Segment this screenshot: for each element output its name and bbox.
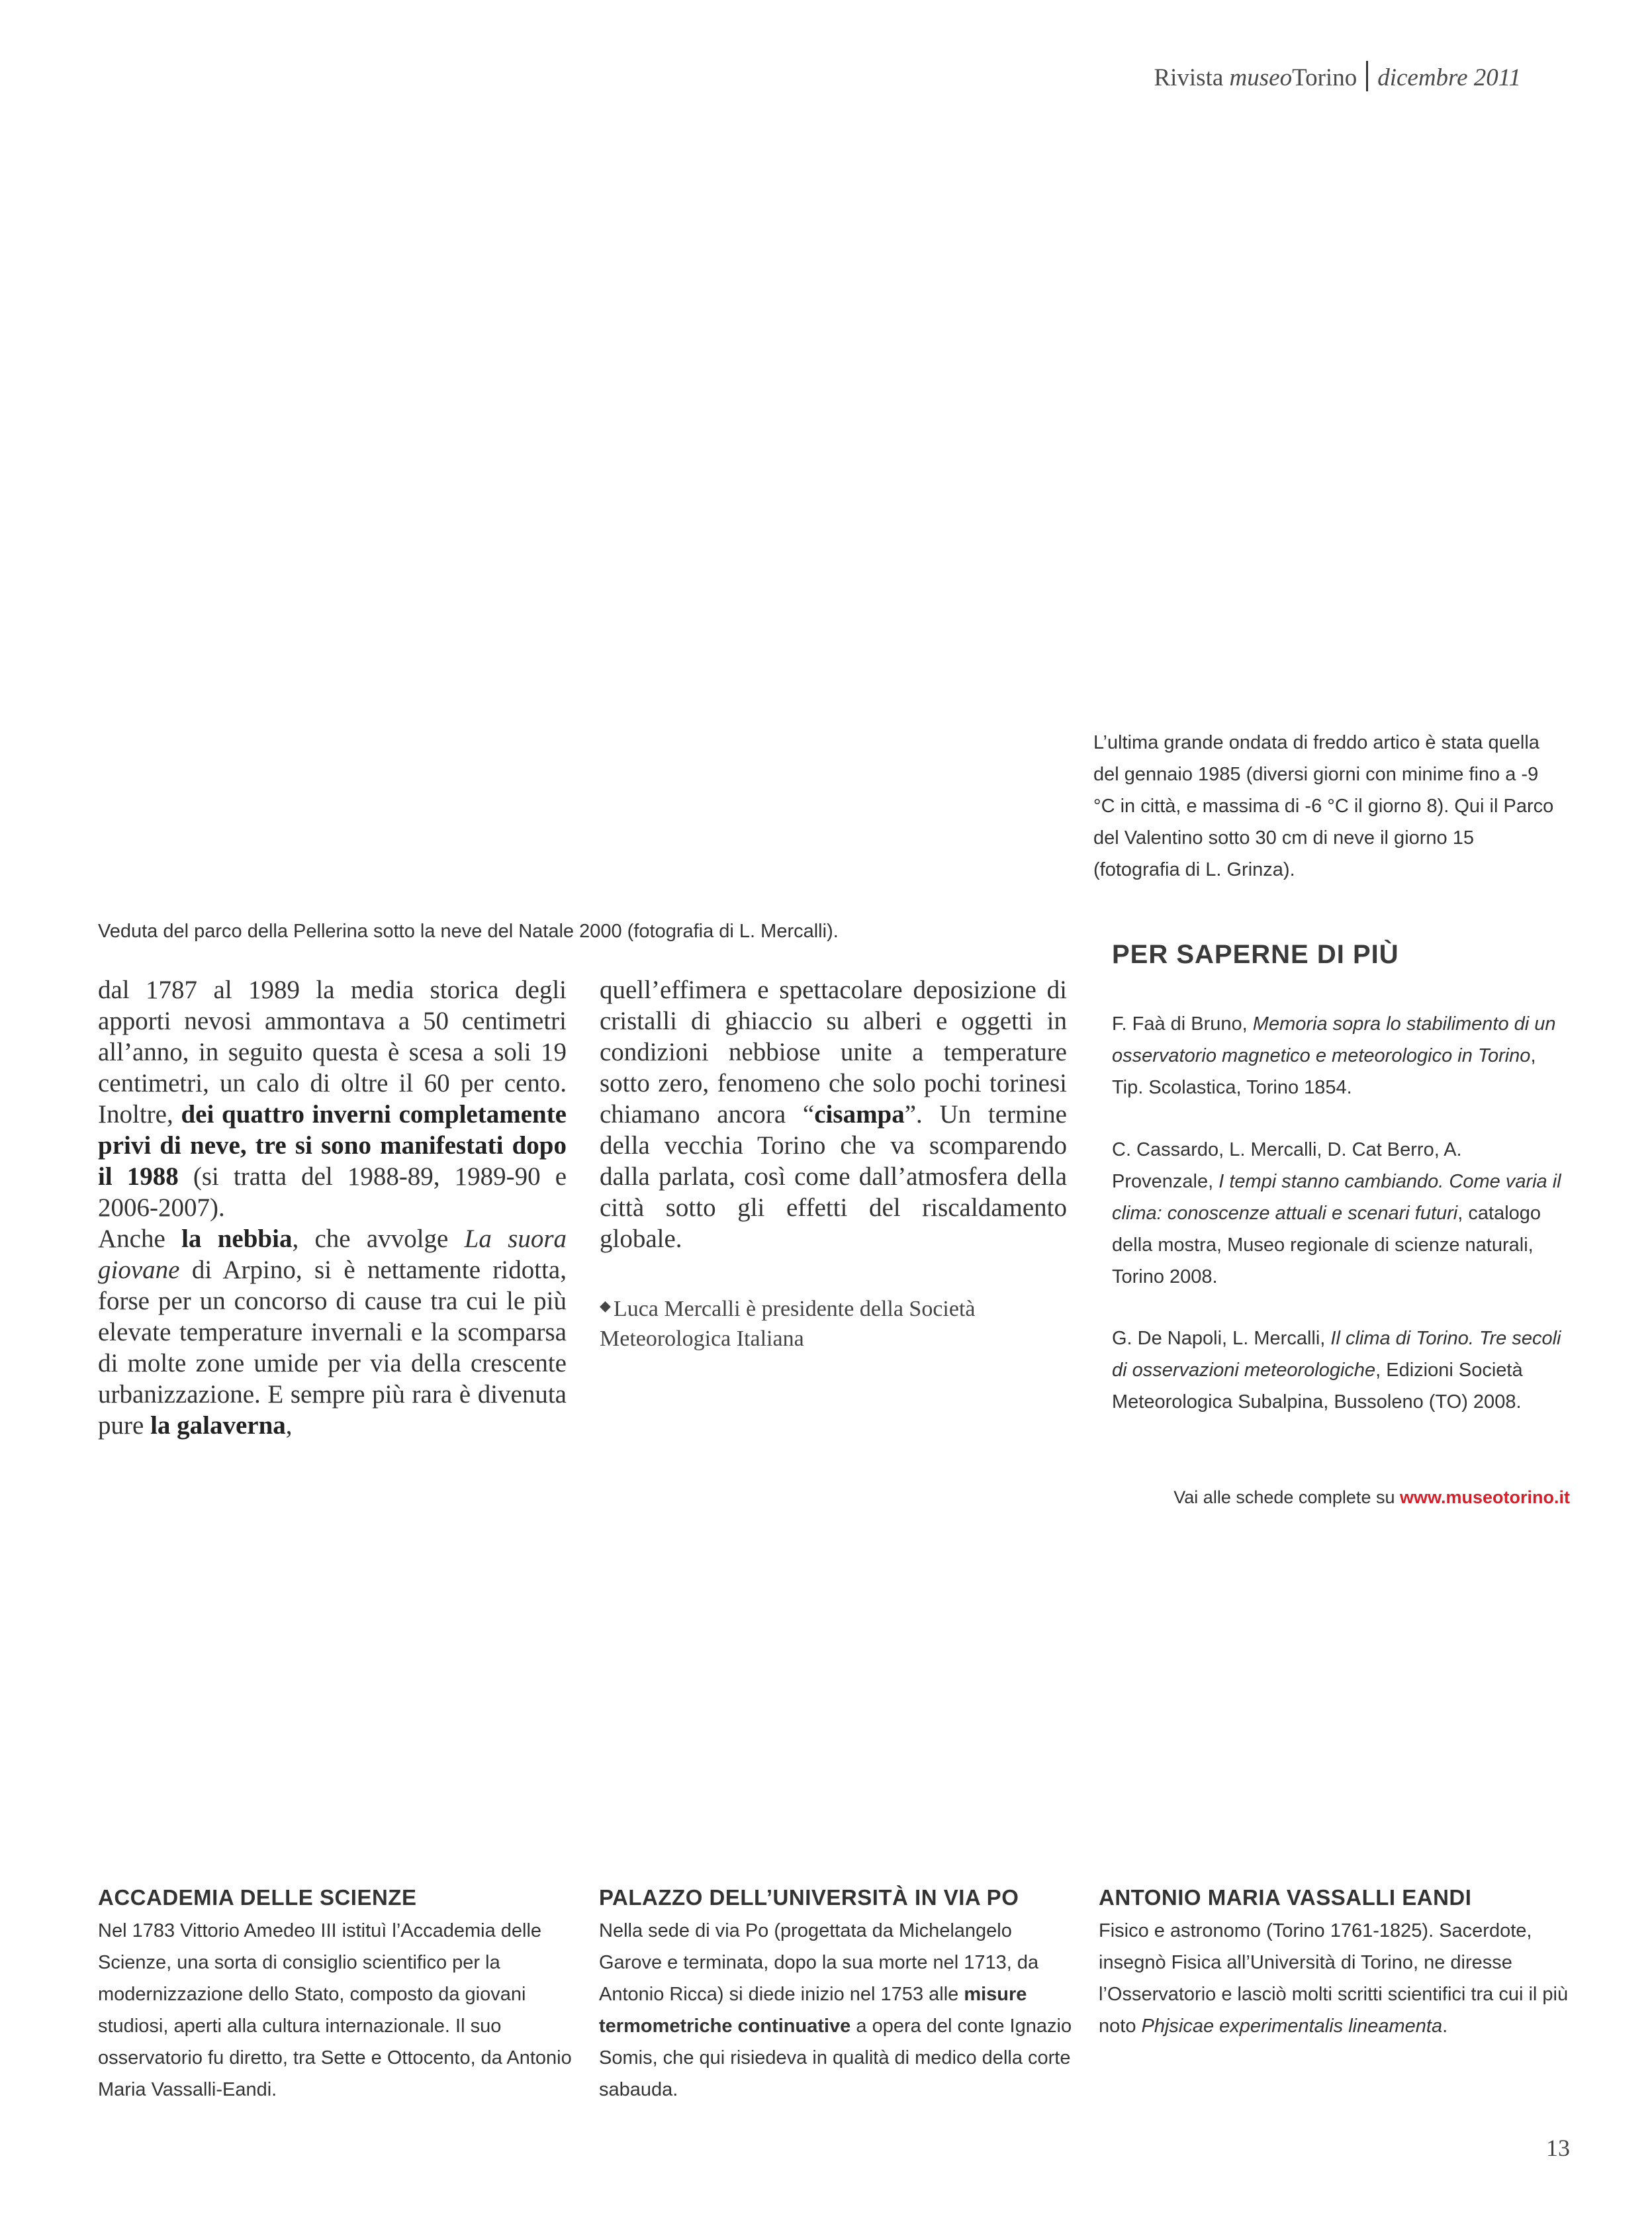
- photo-caption-pellerina: Veduta del parco della Pellerina sotto la neve del Natale 2000 (fotografia di L. Mercalli).: [98, 921, 839, 942]
- text-run: quell’effimera e spettacolare deposizione di cristalli di ghiaccio su alberi e oggetti in condizioni nebbiose unite a temperature sotto zero, fenomeno che solo pochi torinesi chiamano ancora “: [600, 976, 1067, 1129]
- article-column-2: [600, 974, 1067, 1254]
- italic-run: Il clima di Torino. Tre secoli di osservazioni meteorologiche: [1112, 1328, 1561, 1381]
- header-museo: museo: [1229, 64, 1293, 91]
- author-note: [600, 1291, 1067, 1354]
- bold-run: la nebbia: [181, 1225, 293, 1253]
- more-info-text: Vai alle schede complete su: [1173, 1487, 1400, 1507]
- article-paragraph: [98, 1223, 567, 1441]
- italic-run: La suora giovane: [98, 1225, 567, 1284]
- text-run: , Edizioni Società Meteorologica Subalpina, Bussoleno (TO) 2008.: [1112, 1360, 1523, 1413]
- text-run: , catalogo della mostra, Museo regionale di scienze naturali, Torino 2008.: [1112, 1203, 1541, 1287]
- text-run: (si tratta del 1988-89, 1989-90 e 2006-2007).: [98, 1162, 567, 1222]
- text-run: ”. Un termine della vecchia Torino che va scomparendo dalla parlata, così come dall’atmosfera della città sotto gli effetti del riscaldamento globale.: [600, 1100, 1067, 1253]
- reference-item: [1112, 1008, 1562, 1103]
- diamond-icon: ◆: [600, 1297, 611, 1314]
- text-run: G. De Napoli, L. Mercalli,: [1112, 1328, 1331, 1349]
- text-run: C. Cassardo, L. Mercalli, D. Cat Berro, A. Provenzale,: [1112, 1139, 1462, 1192]
- info-box-vassalli: [1099, 1882, 1575, 2042]
- italic-run: Memoria sopra lo stabilimento di un osservatorio magnetico e meteorologico in Torino: [1112, 1013, 1556, 1066]
- more-info-line: [1173, 1487, 1570, 1508]
- info-text: [599, 1915, 1076, 2106]
- info-title: ANTONIO MARIA VASSALLI EANDI: [1099, 1885, 1472, 1910]
- header-date: dicembre 2011: [1377, 64, 1521, 91]
- text-run: a opera del conte Ignazio Somis, che qui risiedeva in qualità di medico della corte sabauda.: [599, 2016, 1072, 2100]
- running-header: [1154, 61, 1521, 92]
- text-run: .: [1442, 2016, 1448, 2037]
- italic-run: Phjsicae experimentalis lineamenta: [1141, 2016, 1443, 2037]
- article-paragraph: [98, 974, 567, 1223]
- reference-item: [1112, 1323, 1562, 1418]
- sidebar-title: PER SAPERNE DI PIÙ: [1112, 940, 1399, 969]
- text-run: , Tip. Scolastica, Torino 1854.: [1112, 1045, 1536, 1098]
- text-run: ,: [285, 1411, 293, 1440]
- text-run: Anche: [98, 1225, 182, 1253]
- text-run: F. Faà di Bruno,: [1112, 1013, 1253, 1035]
- text-run: , che avvolge: [292, 1225, 465, 1253]
- author-text: Luca Mercalli è presidente della Società Meteorologica Italiana: [600, 1297, 976, 1351]
- header-rivista: Rivista: [1154, 64, 1224, 91]
- page-number: 13: [1546, 2135, 1570, 2161]
- reference-item: [1112, 1134, 1562, 1293]
- article-column-1: [98, 974, 567, 1441]
- text-run: di Arpino, si è nettamente ridotta, forse per un concorso di cause tra cui le più elevate temperature invernali e la scomparsa di molte zone umide per via della crescente urbanizzazione. E sempre più rara è divenuta pure: [98, 1256, 567, 1440]
- bold-run: la galaverna: [150, 1411, 286, 1440]
- article-paragraph: [600, 974, 1067, 1254]
- italic-run: I tempi stanno cambiando. Come varia il clima: conoscenze attuali e scenari futuri: [1112, 1171, 1561, 1224]
- text-run: dal 1787 al 1989 la media storica degli apporti nevosi ammontava a 50 centimetri all’anno, in seguito questa è scesa a soli 19 centimetri, un calo di oltre il 60 per cento. Inoltre,: [98, 976, 567, 1129]
- header-torino: Torino: [1292, 64, 1357, 91]
- info-title: PALAZZO DELL’UNIVERSITÀ IN VIA PO: [599, 1885, 1019, 1910]
- info-box-palazzo: [599, 1882, 1076, 2106]
- info-text: [1099, 1915, 1575, 2042]
- photo-caption-valentino: L’ultima grande ondata di freddo artico è stata quella del gennaio 1985 (diversi giorni con minime fino a -9 °C in città, e massima di -6 °C il giorno 8). Qui il Parco del Valentino sotto 30 cm di neve il giorno 15 (fotografia di L. Grinza).: [1093, 732, 1554, 880]
- header-separator: [1366, 61, 1368, 91]
- museotorino-link[interactable]: www.museotorino.it: [1399, 1487, 1570, 1507]
- info-text: Nel 1783 Vittorio Amedeo III istituì l’Accademia delle Scienze, una sorta di consiglio scientifico per la modernizzazione dello Stato, composto da giovani studiosi, aperti alla cultura internazionale. Il suo osservatorio fu diretto, tra Sette e Ottocento, da Antonio Maria Vassalli-Eandi.: [98, 1920, 572, 2100]
- info-box-accademia: [98, 1882, 574, 2106]
- bold-run: cisampa: [814, 1100, 905, 1129]
- text-run: Nella sede di via Po (progettata da Michelangelo Garove e terminata, dopo la sua morte nel 1713, da Antonio Ricca) si diede inizio nel 1753 alle: [599, 1920, 1039, 2005]
- bold-run: dei quattro inverni completamente privi di neve, tre si sono manifestati dopo il 1988: [98, 1100, 567, 1191]
- bold-run: misure termometriche continuative: [599, 1984, 1027, 2037]
- text-run: Fisico e astronomo (Torino 1761-1825). Sacerdote, insegnò Fisica all’Università di Torino, ne diresse l’Osservatorio e lasciò molti scritti scientifici tra cui il più noto: [1099, 1920, 1569, 2037]
- info-title: ACCADEMIA DELLE SCIENZE: [98, 1885, 417, 1910]
